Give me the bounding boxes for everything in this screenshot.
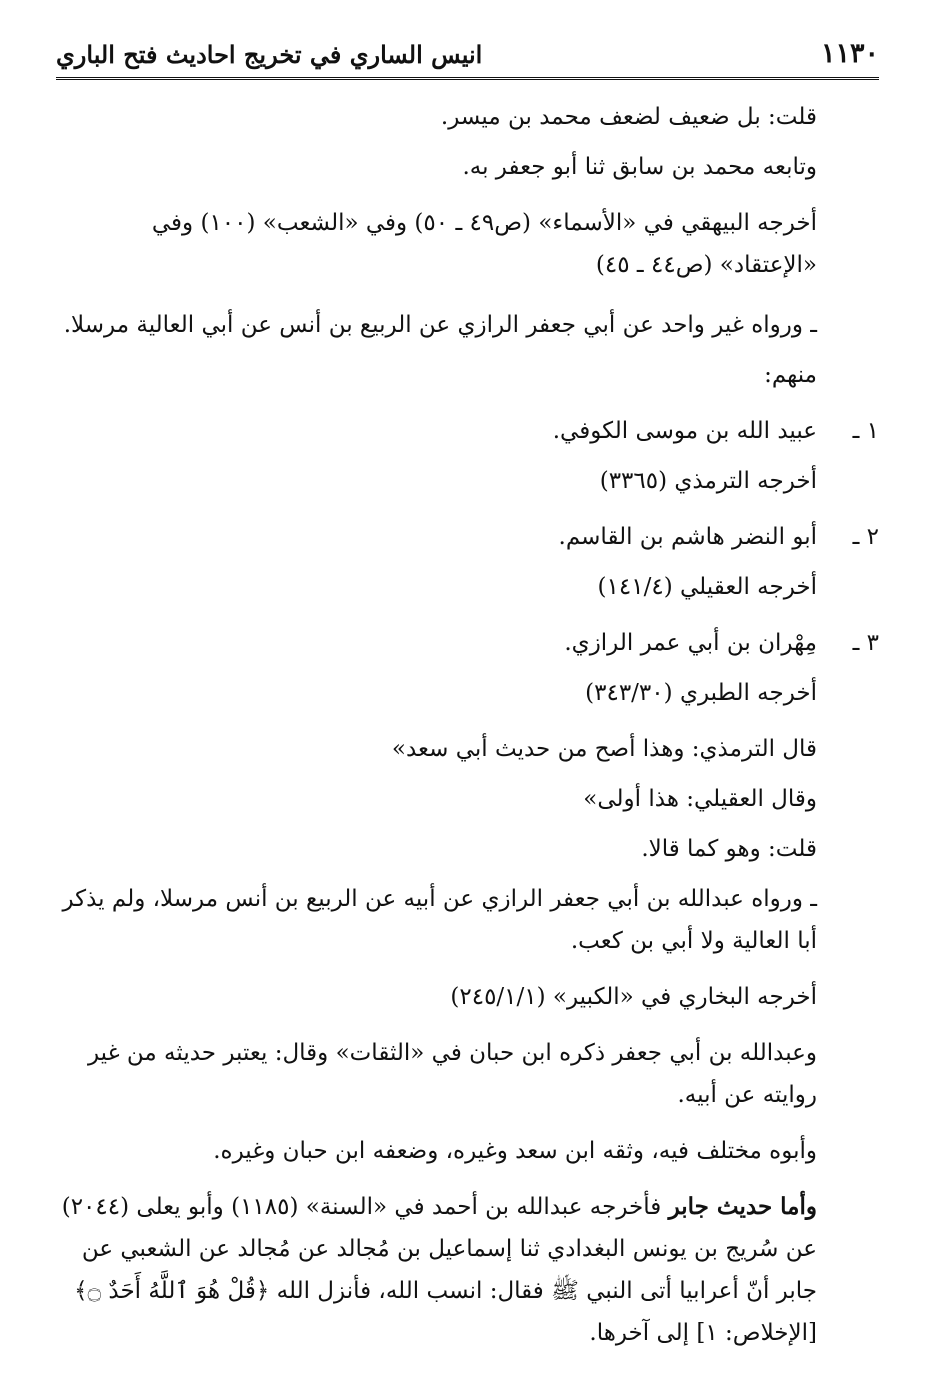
paragraph: قلت: وهو كما قالا. (641, 836, 817, 862)
list-number: ١ ـ (852, 418, 879, 444)
list-number: ٢ ـ (852, 524, 879, 550)
source-citation: أخرجه الترمذي (٣٣٦٥) (599, 468, 817, 494)
narrator-name: أبو النضر هاشم بن القاسم. (558, 524, 817, 550)
paragraph: قال الترمذي: وهذا أصح من حديث أبي سعد» (391, 736, 817, 762)
list-number: ٣ ـ (852, 630, 879, 656)
page-header (56, 30, 879, 80)
list-item (56, 410, 879, 452)
paragraph-text: فأخرجه عبدالله بن أحمد في «السنة» (١١٨٥) وأبو يعلى (٢٠٤٤) عن سُريج بن يونس البغدادي ثنا إسماعيل بن مُجالد عن مُجالد عن الشعبي عن جابر أنّ أعرابيا أتى النبي ﷺ فقال: انسب الله، فأنزل الله ﴿قُلْ هُوَ ٱللَّهُ أَحَدٌ ۝﴾ [الإخلاص: ١] إلى آخرها. (61, 1194, 817, 1346)
paragraph: قلت: بل ضعيف لضعف محمد بن ميسر. (440, 104, 817, 130)
source-citation: أخرجه العقيلي (١٤١/٤) (597, 574, 817, 600)
paragraph: منهم: (764, 362, 817, 388)
paragraph: وقال العقيلي: هذا أولى» (583, 786, 817, 812)
narrator-name: عبيد الله بن موسى الكوفي. (552, 418, 817, 444)
page-number: ١١٣٠ (820, 38, 879, 69)
paragraph: أخرجه البخاري في «الكبير» (٢٤٥/١/١) (450, 984, 817, 1010)
paragraph (56, 1186, 879, 1354)
narrator-name: مِهْران بن أبي عمر الرازي. (564, 630, 817, 656)
paragraph: وعبدالله بن أبي جعفر ذكره ابن حبان في «الثقات» وقال: يعتبر حديثه من غير روايته عن أبيه. (87, 1040, 817, 1108)
page-body (56, 96, 879, 1354)
paragraph: وأبوه مختلف فيه، وثقه ابن سعد وغيره، وضعفه ابن حبان وغيره. (213, 1138, 817, 1164)
paragraph: وتابعه محمد بن سابق ثنا أبو جعفر به. (462, 154, 817, 180)
list-item (56, 516, 879, 558)
running-title: انيس الساري في تخريج احاديث فتح الباري (56, 40, 483, 69)
paragraph: ـ ورواه غير واحد عن أبي جعفر الرازي عن الربيع بن أنس عن أبي العالية مرسلا. (63, 312, 817, 338)
source-citation: أخرجه الطبري (٣٤٣/٣٠) (585, 680, 817, 706)
paragraph: ـ ورواه عبدالله بن أبي جعفر الرازي عن أبيه عن الربيع بن أنس مرسلا، ولم يذكر أبا العالية ولا أبي بن كعب. (62, 886, 817, 954)
paragraph: أخرجه البيهقي في «الأسماء» (ص٤٩ ـ ٥٠) وفي «الشعب» (١٠٠) وفي «الإعتقاد» (ص٤٤ ـ ٤٥) (151, 210, 817, 278)
section-lead: وأما حديث جابر (668, 1193, 817, 1220)
list-item (56, 622, 879, 664)
